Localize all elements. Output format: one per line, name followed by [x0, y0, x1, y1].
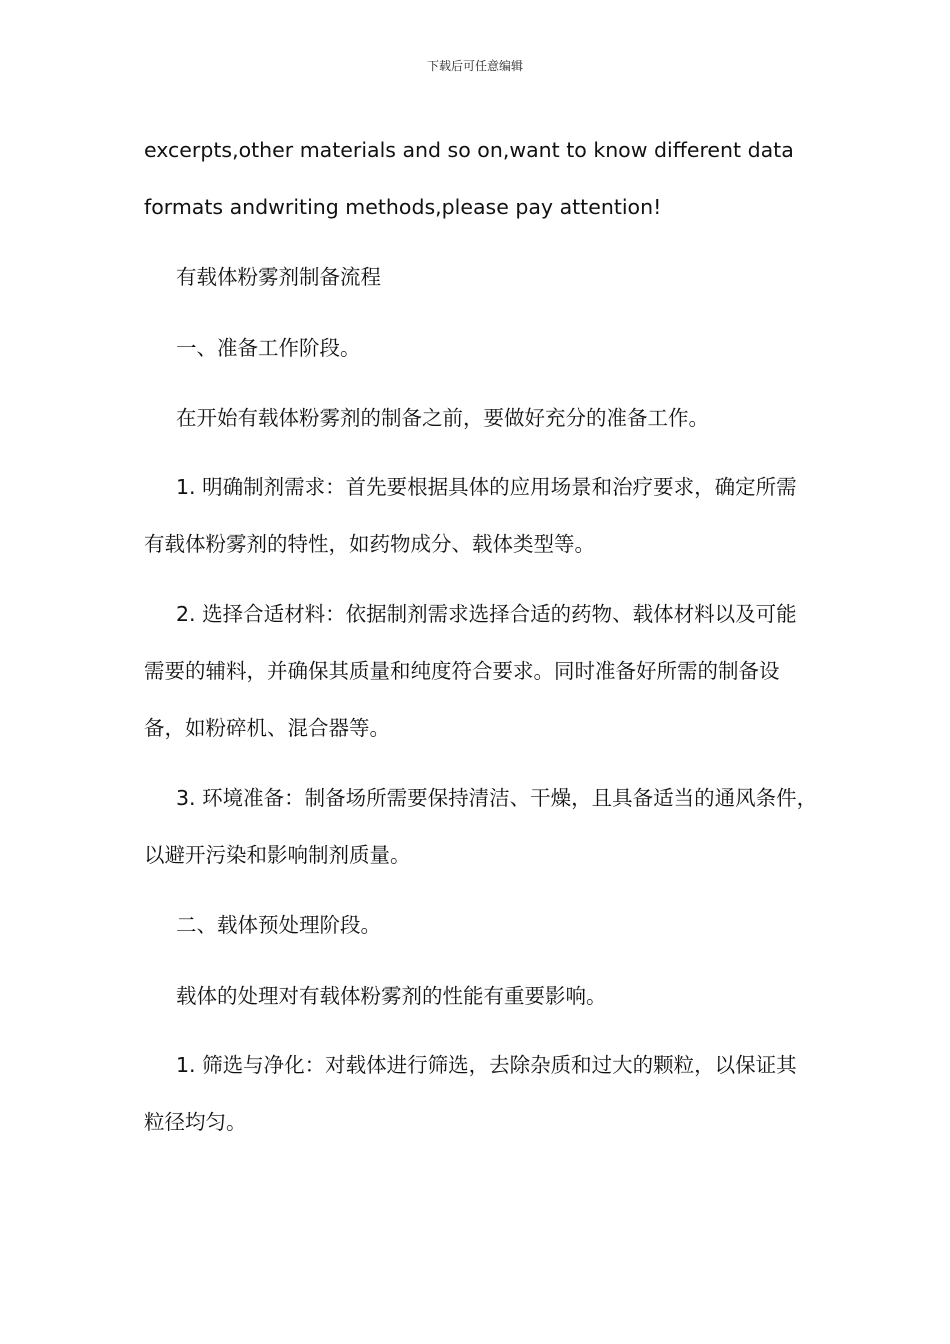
section-heading: 一、准备工作阶段。 — [176, 336, 361, 360]
list-item: 1. 明确制剂需求：首先要根据具体的应用场景和治疗要求，确定所需 — [176, 475, 797, 499]
list-item: 3. 环境准备：制备场所需要保持清洁、干燥，且具备适当的通风条件， — [176, 786, 818, 810]
list-item-continuation: 以避开污染和影响制剂质量。 — [144, 843, 411, 867]
document-title: 有载体粉雾剂制备流程 — [176, 265, 381, 289]
page-header: 下载后可任意编辑 — [426, 59, 523, 73]
list-item: 2. 选择合适材料：依据制剂需求选择合适的药物、载体材料以及可能 — [176, 602, 797, 626]
section-heading: 二、载体预处理阶段。 — [176, 913, 381, 937]
list-item: 1. 筛选与净化：对载体进行筛选，去除杂质和过大的颗粒，以保证其 — [176, 1053, 797, 1077]
list-item-continuation: 需要的辅料，并确保其质量和纯度符合要求。同时准备好所需的制备设 — [144, 659, 780, 683]
list-item-continuation: 备，如粉碎机、混合器等。 — [144, 716, 390, 740]
body-line: formats andwriting methods,please pay attention! — [144, 195, 662, 219]
paragraph: 在开始有载体粉雾剂的制备之前，要做好充分的准备工作。 — [176, 406, 709, 430]
list-item-continuation: 粒径均匀。 — [144, 1110, 247, 1134]
body-line: excerpts,other materials and so on,want to know different data — [144, 138, 794, 162]
list-item-continuation: 有载体粉雾剂的特性，如药物成分、载体类型等。 — [144, 532, 595, 556]
paragraph: 载体的处理对有载体粉雾剂的性能有重要影响。 — [176, 984, 607, 1008]
